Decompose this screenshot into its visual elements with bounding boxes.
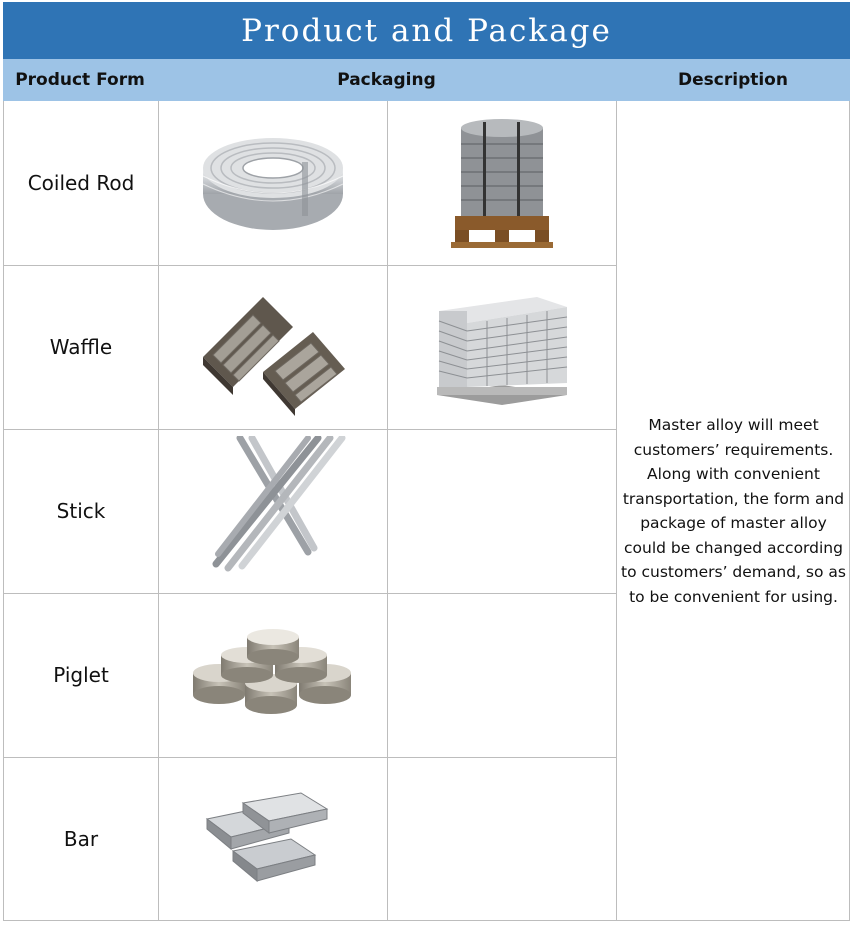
header-product-form: Product Form [15,70,145,90]
row-label-piglet: Piglet [53,663,109,687]
table-body [3,101,850,921]
row-label-bar: Bar [63,827,99,851]
piglet-pucks-image [159,593,387,757]
waffle-ingot-image [159,265,387,429]
coiled-rod-image [159,101,387,265]
table-title: Product and Package [3,2,850,59]
row-label-waffle: Waffle [49,335,113,359]
empty-package-cell [388,593,616,757]
product-package-table [3,2,850,921]
header-packaging: Packaging [337,70,436,90]
stacked-ingot-pallet-image [388,265,616,429]
description-cell [617,101,850,921]
row-label-stick: Stick [56,499,106,523]
bar-ingots-image [159,757,387,921]
header-description: Description [678,70,788,90]
description-text: Master alloy will meet customers’ requirements. Along with convenient transportation, the form and package of master alloy could be changed according to customers’ demand, so as to be convenient for using. [621,416,846,606]
coil-on-pallet-image [388,101,616,265]
sticks-image [159,429,387,593]
header-row [3,59,850,101]
empty-package-cell [388,429,616,593]
row-label-coiled-rod: Coiled Rod [27,171,135,195]
empty-package-cell [388,757,616,921]
